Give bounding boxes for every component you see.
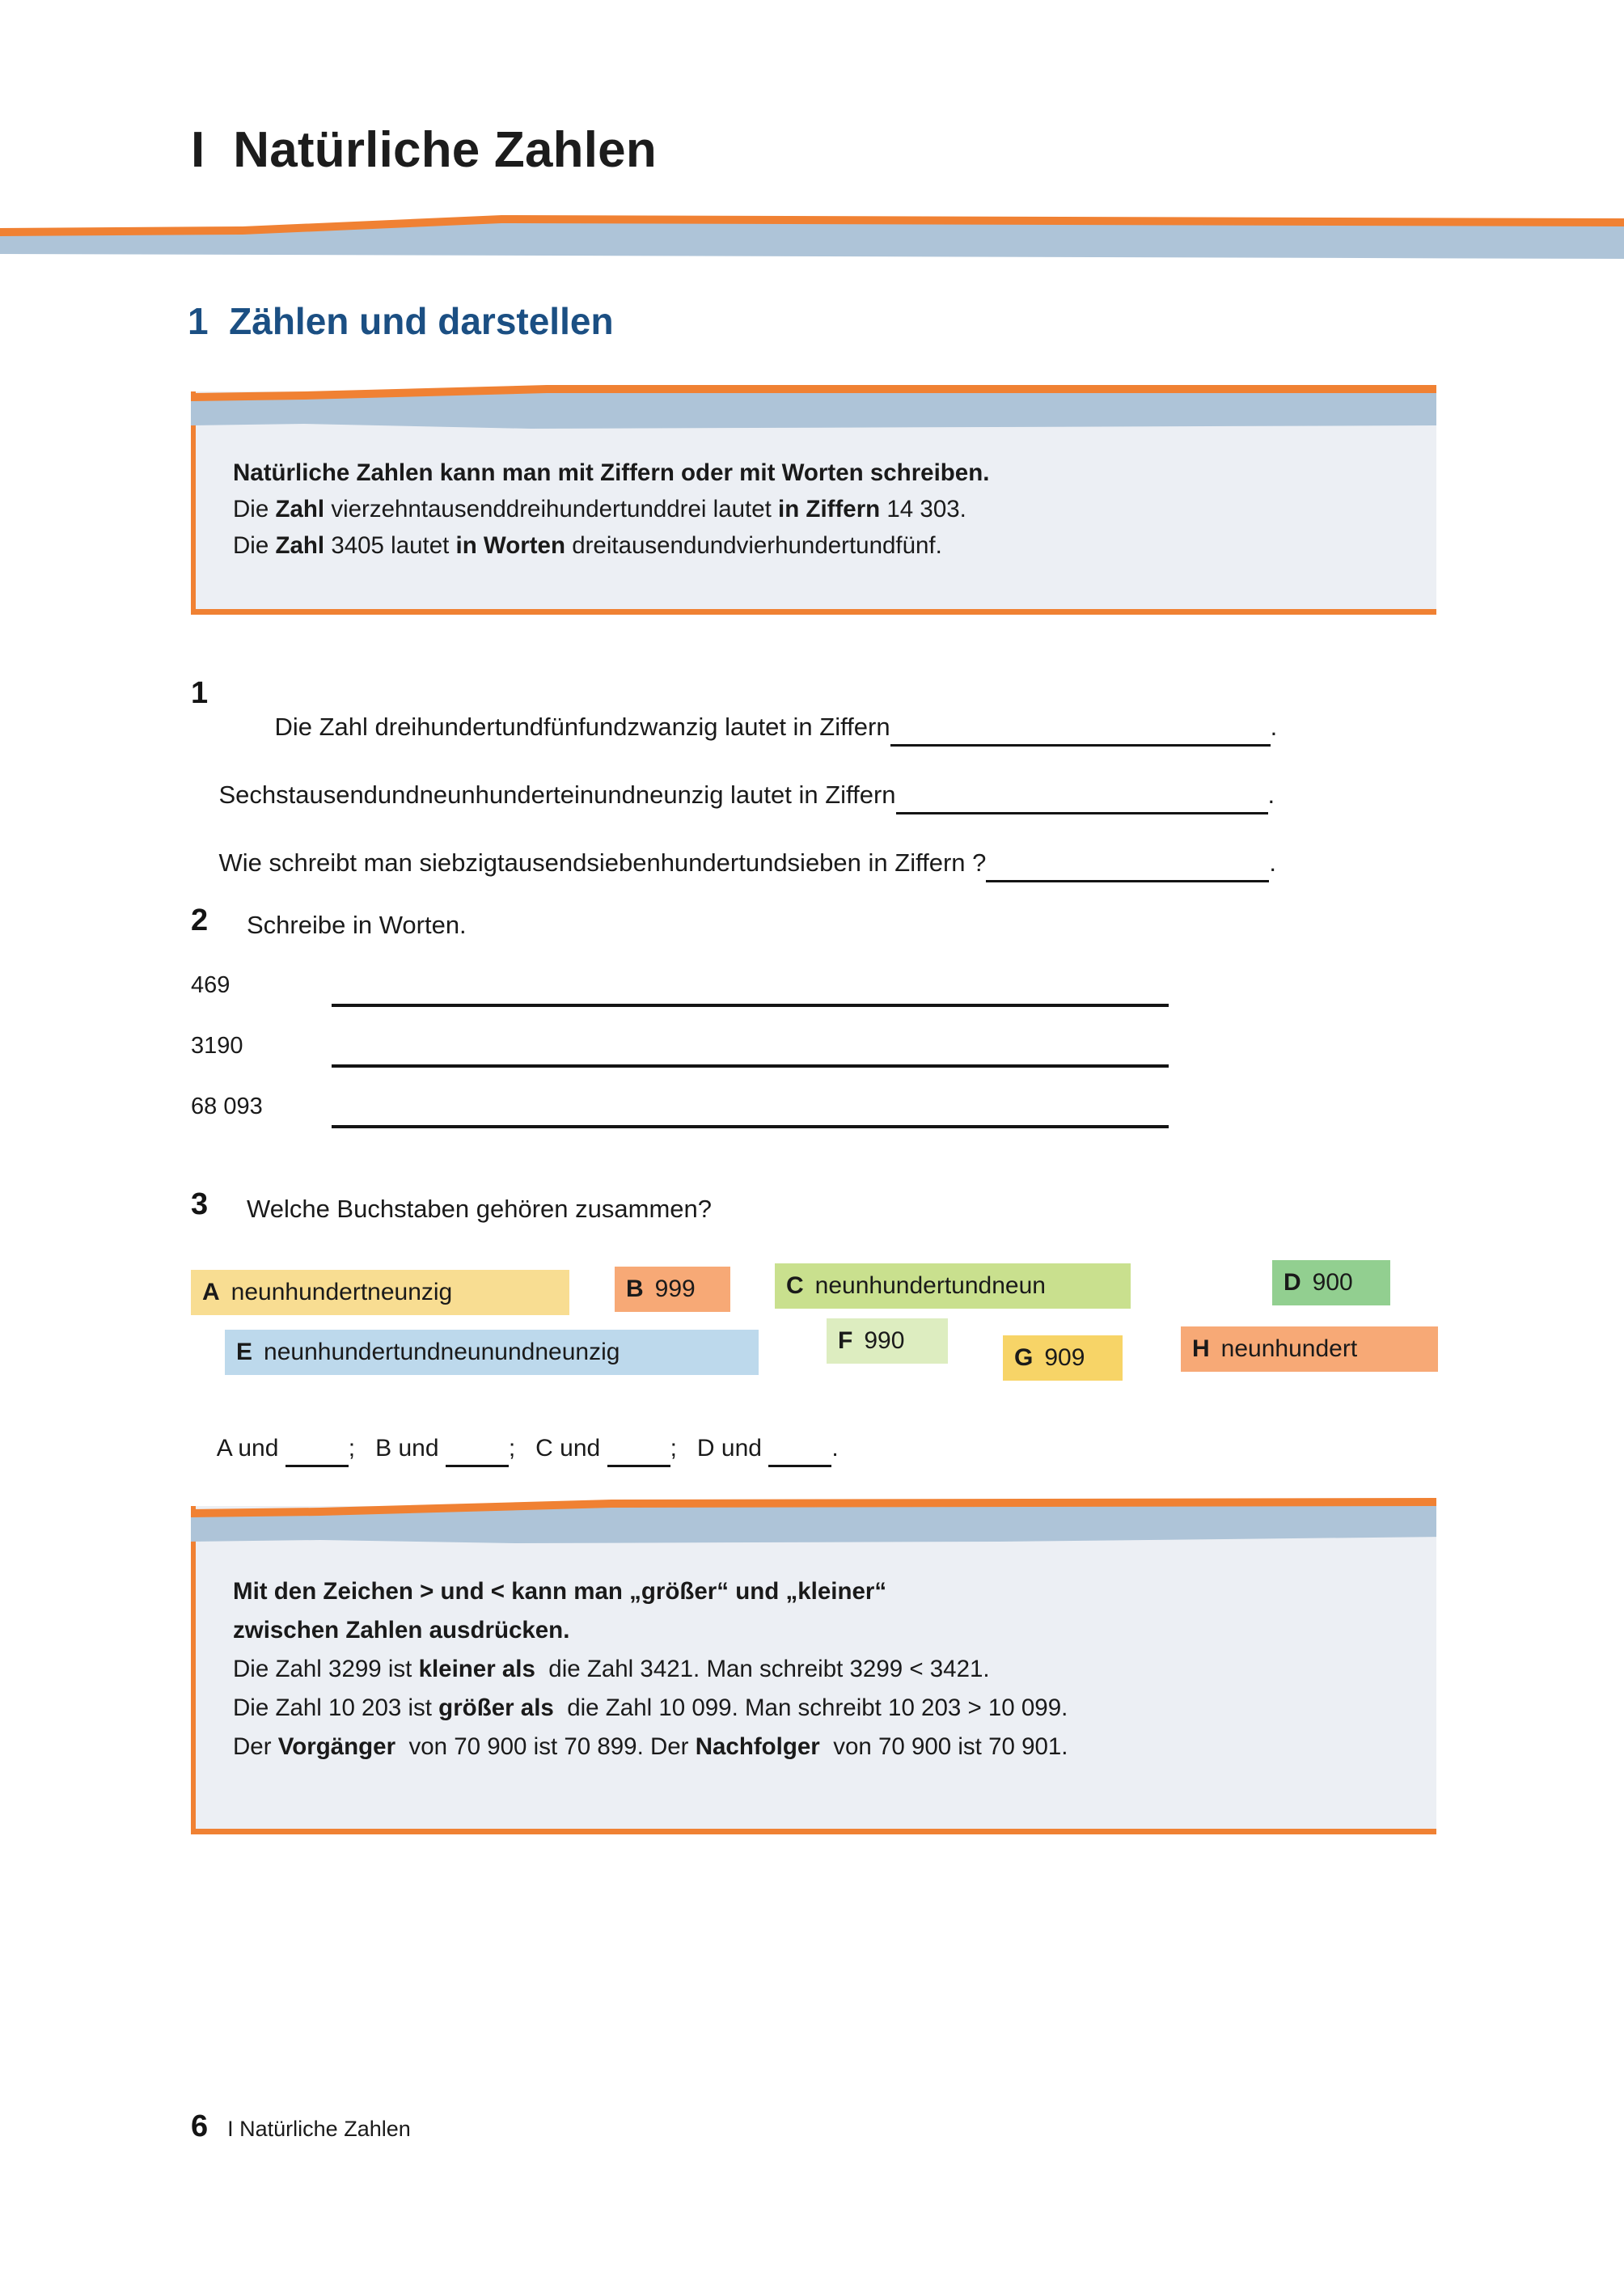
exercise-1-line-1-text: Die Zahl dreihundertundfünfundzwanzig lautet in Ziffern — [274, 713, 890, 741]
info2-line-4: Die Zahl 10 203 ist größer als die Zahl 10 099. Man schreibt 10 203 > 10 099. — [233, 1694, 1068, 1721]
answer-blank-1-1[interactable] — [890, 715, 1271, 747]
match-tag-g-text: 909 — [1044, 1344, 1085, 1371]
match-tag-b[interactable] — [615, 1267, 730, 1312]
info2-line-1: Mit den Zeichen > und < kann man „größer“ und „kleiner“ — [233, 1578, 887, 1605]
info-line-1: Natürliche Zahlen kann man mit Ziffern oder mit Worten schreiben. — [233, 459, 990, 486]
match-tag-g-letter: G — [1014, 1344, 1034, 1371]
answer-blank-3-d[interactable] — [768, 1437, 831, 1467]
match-tag-f-letter: F — [838, 1327, 853, 1354]
match-tag-a[interactable] — [191, 1270, 569, 1315]
match-tag-f-text: 990 — [864, 1327, 905, 1354]
answer-blank-3-b[interactable] — [446, 1437, 509, 1467]
exercise-number-3: 3 — [191, 1187, 209, 1221]
match-tag-e[interactable] — [225, 1330, 759, 1375]
match-tag-e-text: neunhundertundneunundneunzig — [264, 1339, 620, 1365]
answer-blank-1-3[interactable] — [986, 851, 1269, 882]
info-box-2-text — [196, 1506, 1436, 1794]
match-tag-c[interactable] — [775, 1263, 1131, 1309]
info-box-2-bottom-rule — [191, 1829, 1436, 1834]
match-tag-e-letter: E — [236, 1339, 253, 1365]
match-tag-g[interactable] — [1003, 1335, 1123, 1381]
match-tag-d[interactable] — [1272, 1260, 1390, 1305]
exercise-3-answer-line — [191, 1407, 839, 1495]
footer-chapter-label: I Natürliche Zahlen — [227, 2117, 411, 2141]
exercise-1-line-1-end: . — [1270, 713, 1278, 741]
info-box-text — [196, 391, 1436, 591]
answer-rule-2-2[interactable] — [332, 1064, 1169, 1068]
info-line-2: Die Zahl vierzehntausenddreihundertunddrei lautet in Ziffern 14 303. — [233, 496, 966, 522]
answer-rule-2-3[interactable] — [332, 1125, 1169, 1128]
page-footer — [191, 2109, 411, 2144]
exercise-2-item-label-1: 469 — [191, 972, 230, 998]
chapter-banner — [0, 209, 1624, 264]
match-tag-c-letter: C — [786, 1272, 804, 1299]
exercise-2-item-label-3: 68 093 — [191, 1094, 263, 1119]
info-line-3: Die Zahl 3405 lautet in Worten dreitausendundvierhundertundfünf. — [233, 532, 942, 559]
exercise-number-1: 1 — [191, 676, 209, 710]
exercise-3-answer-d: ; D und — [670, 1435, 769, 1462]
section-heading: 1 Zählen und darstellen — [188, 300, 614, 342]
match-tag-d-letter: D — [1284, 1269, 1301, 1296]
info-box-comparison — [191, 1506, 1436, 1830]
page-title: I Natürliche Zahlen — [191, 122, 657, 178]
info-box-definition — [191, 391, 1436, 610]
exercise-3-answer-a: A und — [216, 1435, 285, 1462]
exercise-2-prompt: Schreibe in Worten. — [247, 911, 467, 939]
exercise-1-line-2-text: Sechstausendundneunhunderteinundneunzig lautet in Ziffern — [218, 781, 896, 809]
match-tag-d-text: 900 — [1312, 1269, 1353, 1296]
exercise-3-answer-c: ; C und — [508, 1435, 607, 1462]
exercise-1-line-3 — [191, 819, 1276, 912]
match-tag-c-text: neunhundertundneun — [814, 1272, 1046, 1299]
answer-blank-3-a[interactable] — [285, 1437, 349, 1467]
match-tag-h-letter: H — [1192, 1335, 1210, 1362]
exercise-3-prompt: Welche Buchstaben gehören zusammen? — [247, 1195, 712, 1223]
exercise-3-answer-b: ; B und — [348, 1435, 446, 1462]
match-tag-b-text: 999 — [654, 1276, 696, 1302]
exercise-2-item-label-2: 3190 — [191, 1033, 243, 1059]
match-tag-h-text: neunhundert — [1220, 1335, 1358, 1362]
info-box-bottom-rule — [191, 609, 1436, 615]
exercise-1-line-2-end: . — [1267, 781, 1275, 809]
exercise-number-2: 2 — [191, 903, 209, 937]
match-tag-b-letter: B — [626, 1276, 644, 1302]
match-tag-f[interactable] — [827, 1318, 948, 1364]
match-tag-h[interactable] — [1181, 1326, 1438, 1372]
match-tag-a-text: neunhundertneunzig — [230, 1279, 453, 1305]
match-tag-a-letter: A — [202, 1279, 220, 1305]
info2-line-2: zwischen Zahlen ausdrücken. — [233, 1617, 570, 1644]
answer-blank-3-c[interactable] — [607, 1437, 670, 1467]
exercise-1-line-3-end: . — [1269, 848, 1277, 877]
exercise-3-answer-e: . — [831, 1435, 839, 1462]
exercise-1-line-3-text: Wie schreibt man siebzigtausendsiebenhundertundsieben in Ziffern ? — [218, 848, 987, 877]
answer-blank-1-2[interactable] — [896, 783, 1268, 814]
info2-line-5: Der Vorgänger von 70 900 ist 70 899. Der Nachfolger von 70 900 ist 70 901. — [233, 1733, 1068, 1760]
answer-rule-2-1[interactable] — [332, 1004, 1169, 1007]
info2-line-3: Die Zahl 3299 ist kleiner als die Zahl 3421. Man schreibt 3299 < 3421. — [233, 1656, 990, 1682]
footer-page-number: 6 — [191, 2109, 209, 2143]
